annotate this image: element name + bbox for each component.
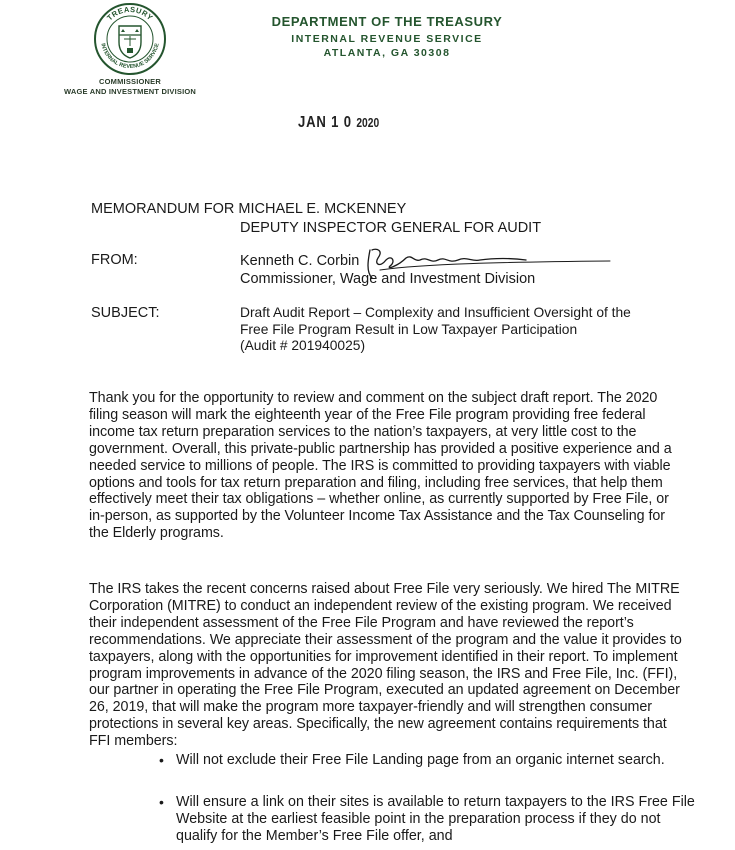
date-stamp	[298, 114, 379, 132]
seal-top-text: TREASURY	[105, 4, 155, 23]
date-stamp-month-day: JAN 1 0	[298, 114, 352, 131]
memo-for-title: DEPUTY INSPECTOR GENERAL FOR AUDIT	[240, 220, 542, 236]
memo-for-label: MEMORANDUM FOR	[91, 201, 235, 217]
office-address: ATLANTA, GA 30308	[323, 47, 451, 59]
body-paragraph-1: Thank you for the opportunity to review and comment on the subject draft report. The 2020 filing season will mark the eighteenth year of the Free File program providing free federal income tax return preparation services to the nation’s taxpayers, at very little cost to the government. Overall, this private-public partnership has provided a positive experience and a needed service to millions of people. The IRS is committed to providing taxpayers with viable options and tools for tax return preparation and filing, including free services, that help them effectively meet their tax obligations – whether online, as currently supported by Free File, or in-person, as supported by the Volunteer Income Tax Assistance and the Tax Counseling for the Elderly programs.	[89, 390, 672, 542]
office-caption	[40, 77, 220, 96]
date-stamp-year: 2020	[356, 116, 380, 130]
from-title: Commissioner, Wage and Investment Division	[240, 271, 536, 287]
seal-bottom-text: INTERNAL REVENUE SERVICE	[99, 42, 161, 71]
department-heading: DEPARTMENT OF THE TREASURY	[271, 14, 503, 29]
bullet-item: Will ensure a link on their sites is available to return taxpayers to the IRS Free File Website at the earliest feasible point in the preparation process if they do not qualify for the Member’s Free File offer, and	[176, 794, 695, 844]
subject-line-1: Draft Audit Report – Complexity and Insufficient Oversight of the	[240, 305, 631, 320]
bullet-item: Will not exclude their Free File Landing page from an organic internet search.	[176, 752, 665, 768]
treasury-seal-logo	[93, 2, 167, 76]
subject-block	[240, 305, 680, 355]
office-line-2: WAGE AND INVESTMENT DIVISION	[64, 86, 196, 96]
bullet-marker: •	[159, 752, 164, 768]
memo-for-name: MICHAEL E. MCKENNEY	[238, 201, 407, 217]
subject-label: SUBJECT:	[91, 305, 160, 321]
subject-line-2: Free File Program Result in Low Taxpayer Participation	[240, 321, 578, 337]
from-label: FROM:	[91, 252, 138, 268]
service-heading: INTERNAL REVENUE SERVICE	[291, 33, 483, 45]
body-paragraph-2: The IRS takes the recent concerns raised about Free File very seriously. We hired The MITRE Corporation (MITRE) to conduct an independent review of the existing program. We received their independent assessment of the Free File Program and have reviewed the report’s recommendations. We appreciate their assessment of the program and the value it provides to taxpayers, along with the opportunities for improvement identified in their report. To implement program improvements in advance of the 2020 filing season, the IRS and Free File, Inc. (FFI), our partner in operating the Free File Program, executed an updated agreement on December 26, 2019, that will make the program more taxpayer-friendly and will strengthen consumer protections in several key areas. Specifically, the new agreement contains requirements that FFI members:	[89, 581, 682, 750]
signature	[362, 244, 612, 284]
bullet-marker: •	[159, 794, 164, 810]
from-name: Kenneth C. Corbin	[240, 253, 360, 269]
subject-line-3: (Audit # 201940025)	[240, 338, 366, 353]
memo-for-line	[91, 200, 406, 219]
office-line-1: COMMISSIONER	[99, 77, 161, 86]
